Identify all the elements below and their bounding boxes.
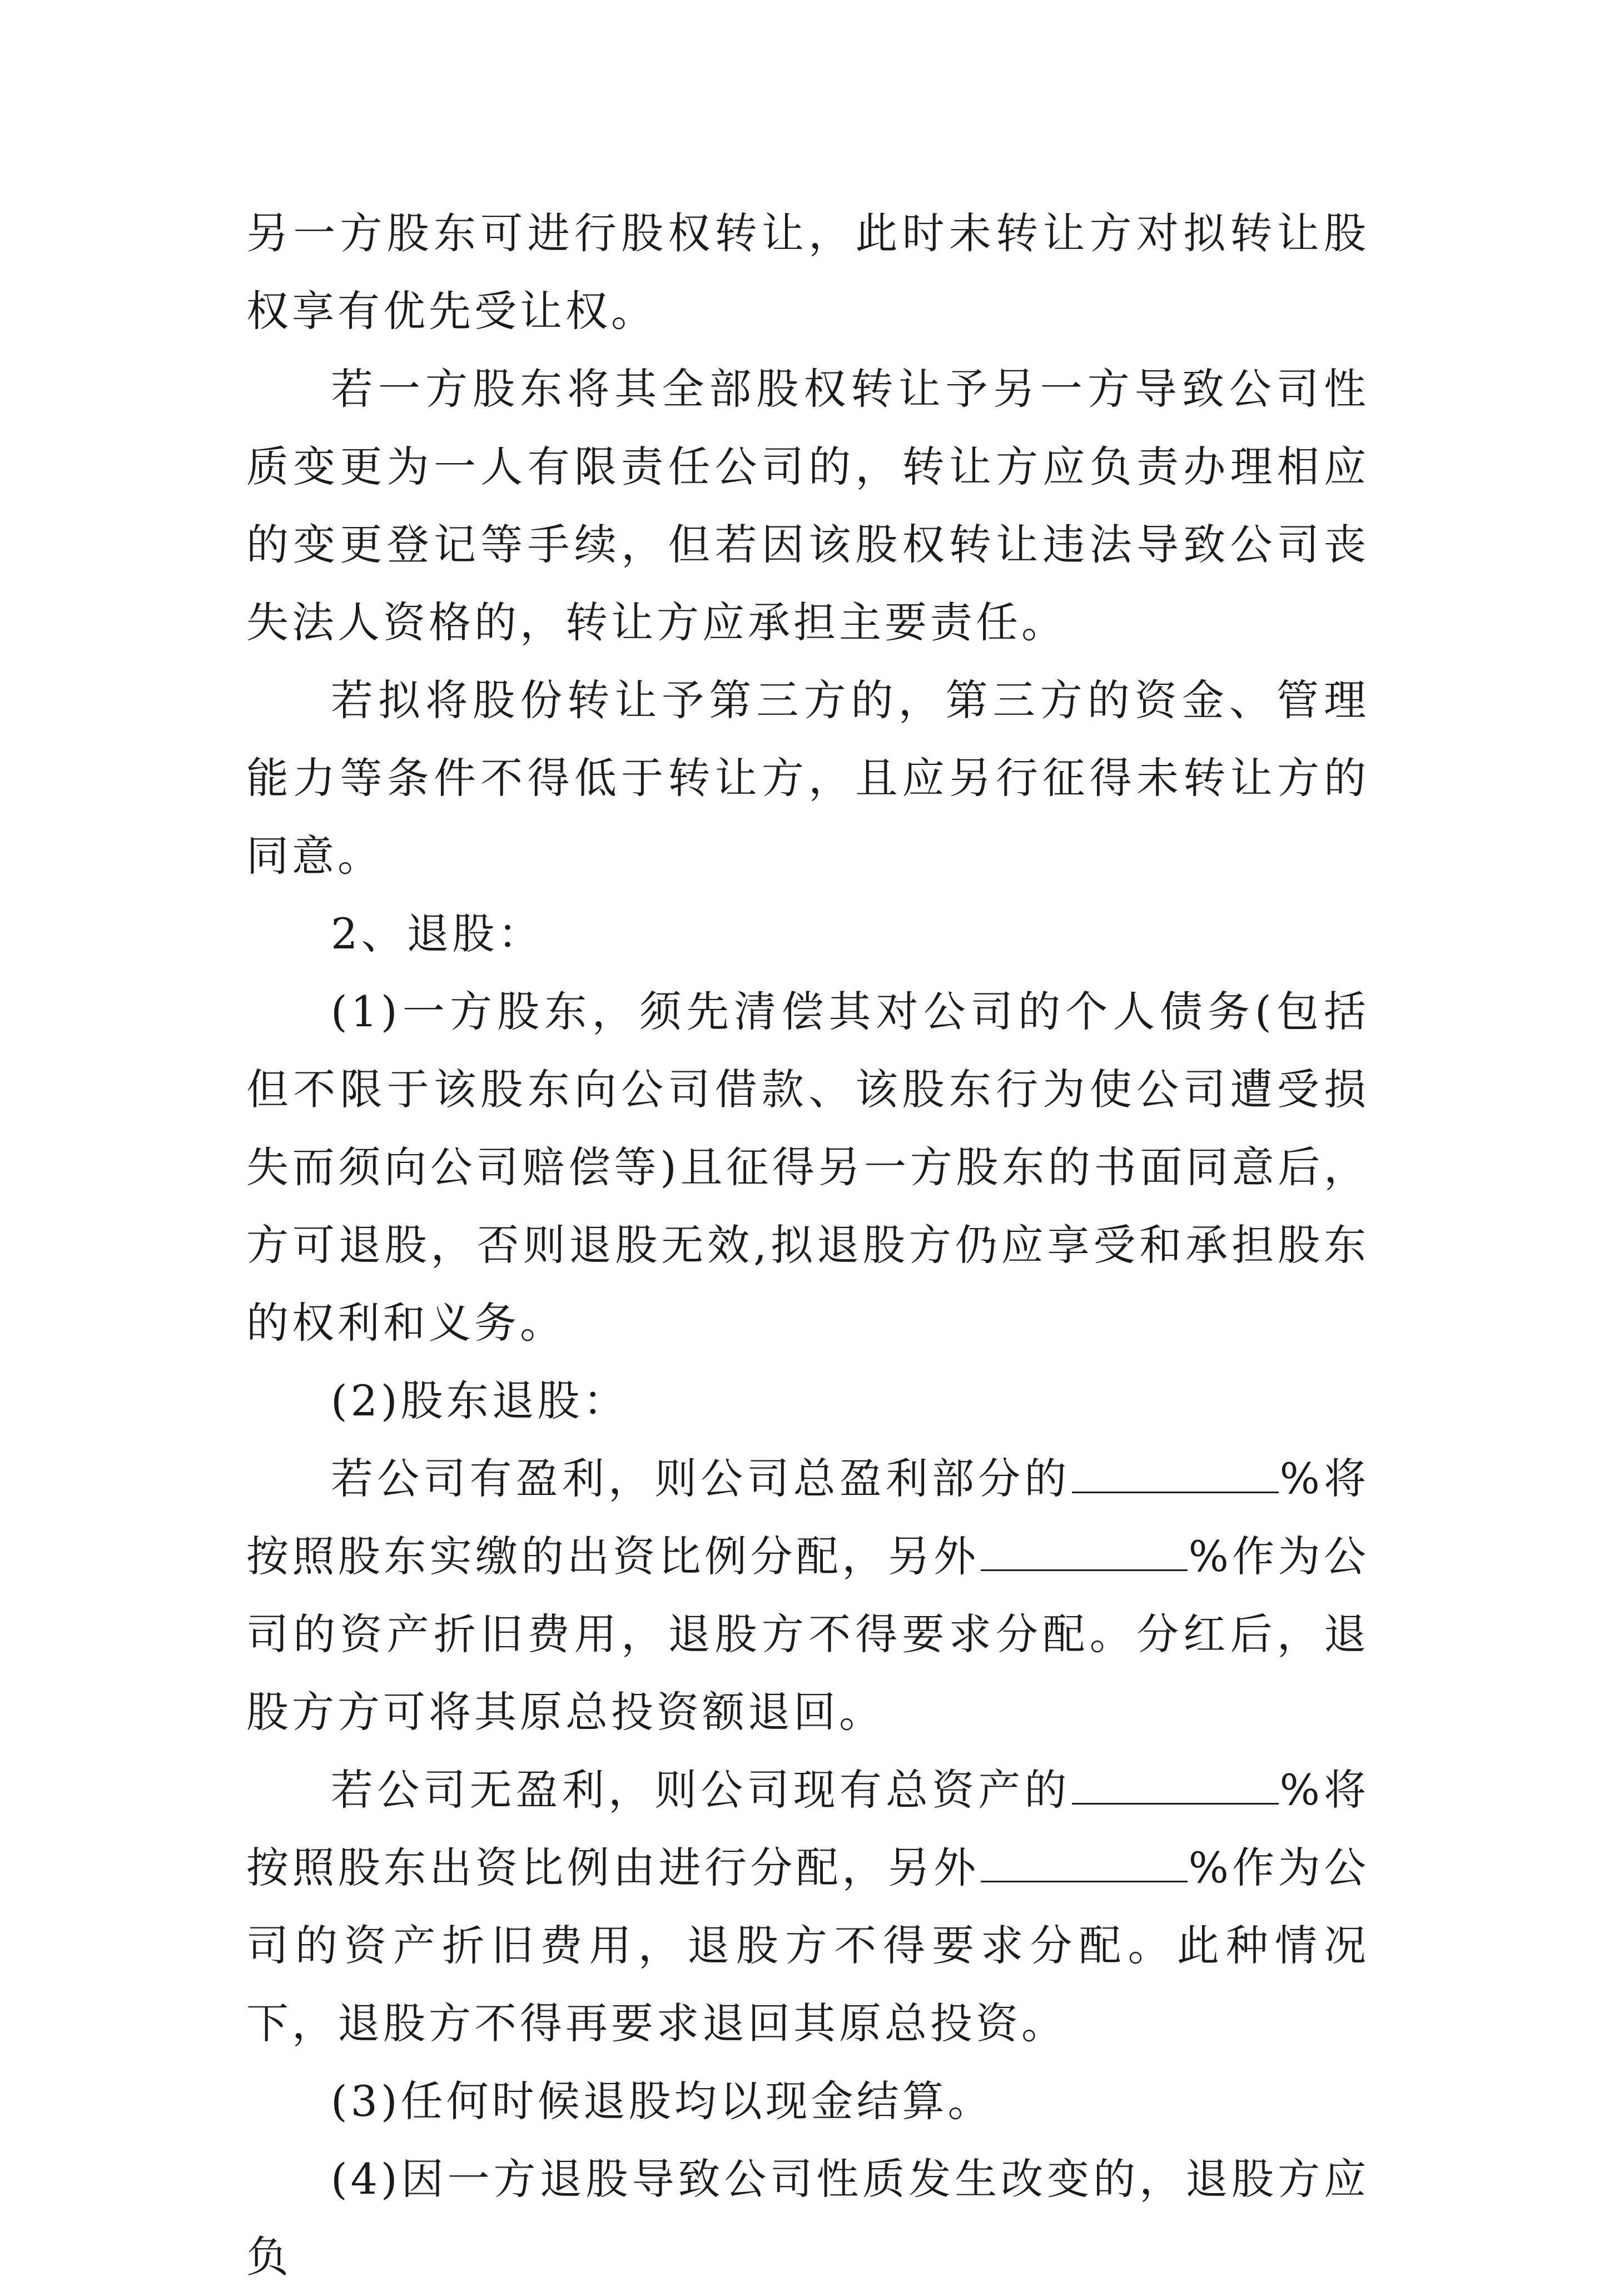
profit-case-text-c: %作为公司的资产折旧费用，退股方不得要求分配。分红后，退股方方可将其原总投资额退回。 — [246, 1532, 1370, 1737]
fill-in-blank-assets-percent[interactable] — [1072, 1765, 1279, 1805]
paragraph-profit-case — [246, 1440, 1369, 1751]
section-heading-withdrawal: 2、退股： — [331, 909, 544, 958]
paragraph-third-party-transfer: 若拟将股份转让予第三方的，第三方的资金、管理能力等条件不得低于转让方，且应另行征得未转让方的同意。 — [246, 675, 1369, 881]
profit-case-text-b: %将按照股东实缴的出资比例分配，另外 — [246, 1454, 1370, 1581]
no-profit-case-text-c: %作为公司的资产折旧费用，退股方不得要求分配。此种情况下，退股方不得再要求退回其原总投资。 — [246, 1843, 1370, 2048]
document-page — [246, 195, 1369, 2296]
clause-1-withdrawal-conditions: (1)一方股东，须先清偿其对公司的个人债务(包括但不限于该股东向公司借款、该股东行为使公司遭受损失而须向公司赔偿等)且征得另一方股东的书面同意后，方可退股，否则退股无效,拟退股方仍应享受和承担股东的权利和义务。 — [246, 987, 1369, 1348]
profit-case-text-a: 若公司有盈利，则公司总盈利部分的 — [331, 1454, 1071, 1503]
clause-2-heading: (2)股东退股： — [331, 1376, 629, 1425]
clause-4-nature-change: (4)因一方退股导致公司性质发生改变的，退股方应负 — [246, 2154, 1369, 2282]
no-profit-case-text-b: %将按照股东出资比例由进行分配，另外 — [246, 1765, 1370, 1892]
no-profit-case-text-a: 若公司无盈利，则公司现有总资产的 — [331, 1765, 1071, 1815]
paragraph-full-transfer: 若一方股东将其全部股权转让予另一方导致公司性质变更为一人有限责任公司的，转让方应负责办理相应的变更登记等手续，但若因该股权转让违法导致公司丧失法人资格的，转让方应承担主要责任。 — [246, 364, 1369, 647]
fill-in-blank-profit-percent[interactable] — [1072, 1454, 1279, 1493]
fill-in-blank-depreciation-percent-2[interactable] — [981, 1843, 1188, 1882]
paragraph-share-transfer-priority: 另一方股东可进行股权转让，此时未转让方对拟转让股权享有优先受让权。 — [246, 208, 1369, 336]
fill-in-blank-depreciation-percent[interactable] — [981, 1532, 1188, 1571]
paragraph-no-profit-case — [246, 1751, 1369, 2063]
clause-3-cash-settlement: (3)任何时候退股均以现金结算。 — [331, 2076, 994, 2126]
